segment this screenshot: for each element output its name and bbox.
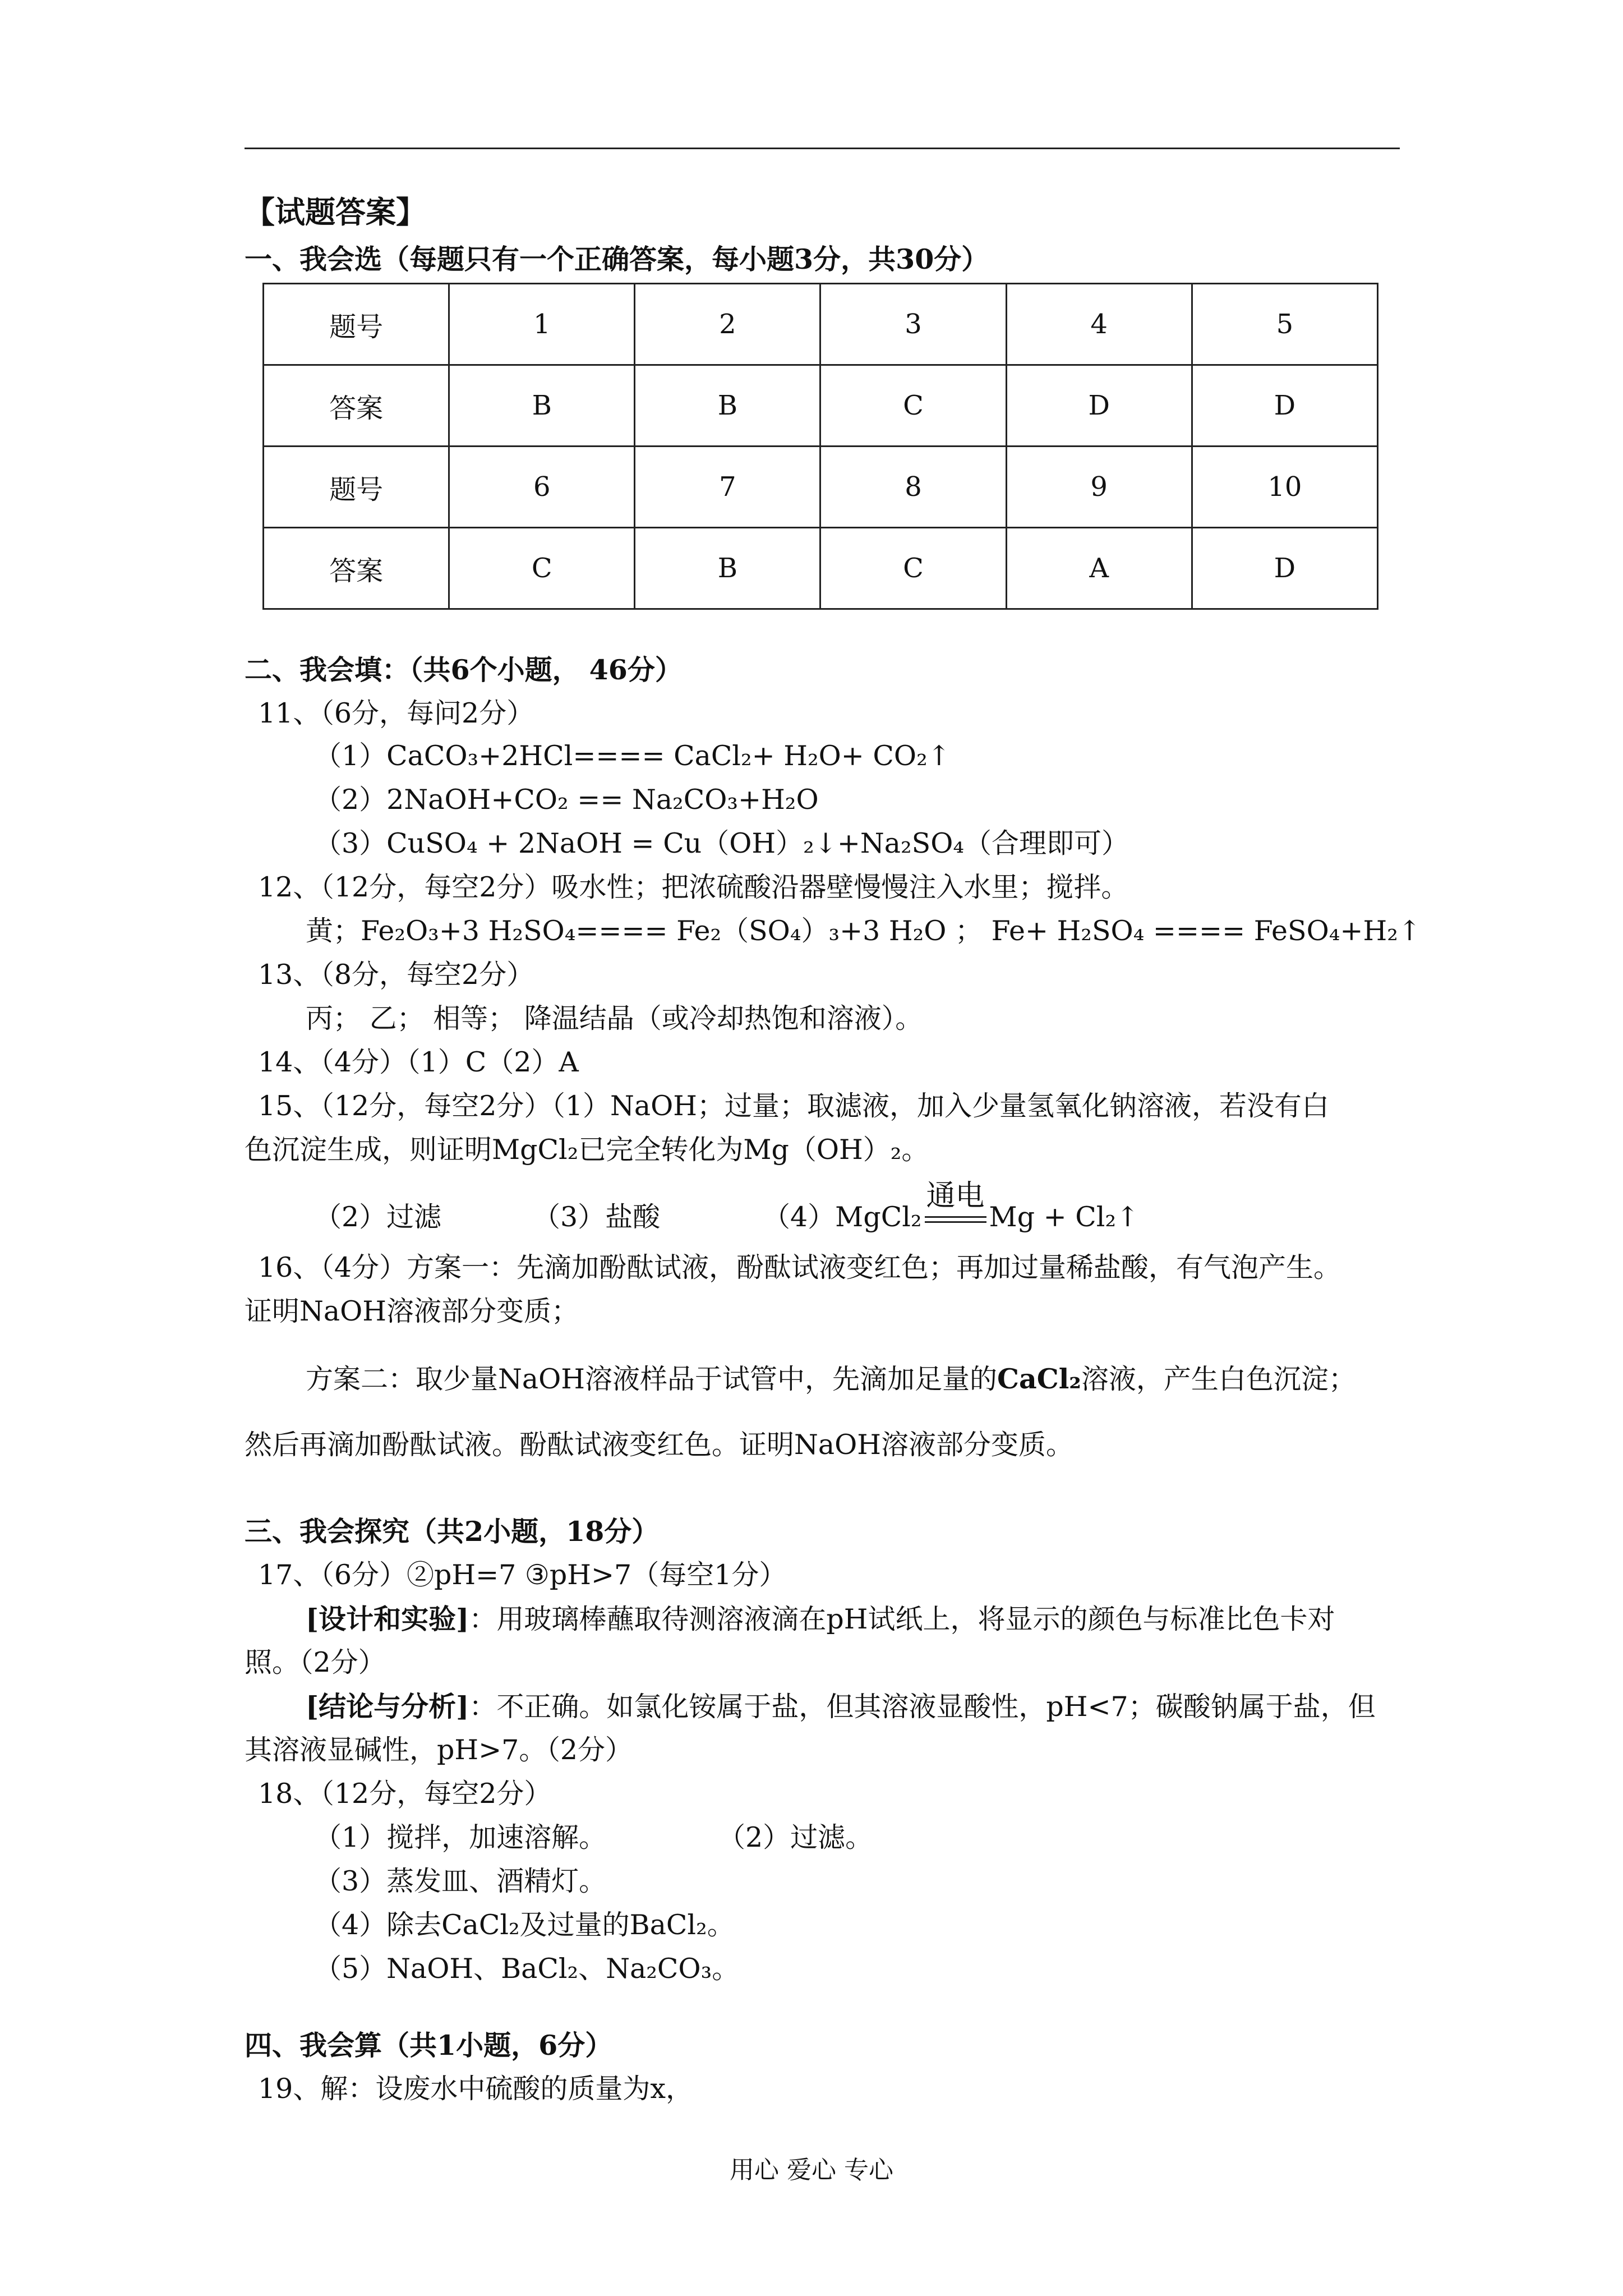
- table-cell: B: [635, 365, 820, 447]
- table-cell: B: [449, 365, 635, 447]
- q16-plan2-a: 方案二：取少量NaOH溶液样品于试管中，先滴加足量的: [306, 1363, 997, 1395]
- table-cell: 6: [449, 447, 635, 528]
- table-cell: 7: [635, 447, 820, 528]
- section4-heading: 四、我会算（共1小题，6分）: [245, 2029, 613, 2062]
- table-row: [264, 284, 1378, 365]
- answer-table: [262, 283, 1378, 610]
- table-cell: C: [449, 528, 635, 609]
- answer-title: 【试题答案】: [245, 194, 426, 230]
- table-row-header: 题号: [264, 284, 449, 365]
- q11-line1: （1）CaCO₃+2HCl==== CaCl₂+ H₂O+ CO₂↑: [314, 740, 951, 772]
- q11-line2: （2）2NaOH+CO₂ == Na₂CO₃+H₂O: [314, 784, 819, 816]
- q17-line1: [306, 1602, 1335, 1636]
- q16-plan2-c: 溶液，产生白色沉淀；: [1081, 1363, 1356, 1395]
- table-cell: 4: [1006, 284, 1192, 365]
- q17-line4: 其溶液显碱性，pH>7。（2分）: [245, 1734, 633, 1766]
- q17-head: 17、（6分）②pH=7 ③pH>7（每空1分）: [258, 1559, 787, 1591]
- table-row: [264, 447, 1378, 528]
- table-cell: D: [1006, 365, 1192, 447]
- table-cell: D: [1192, 528, 1377, 609]
- q15-line1: 15、（12分，每空2分）（1）NaOH；过量；取滤液，加入少量氢氧化钠溶液，若没有白: [258, 1090, 1330, 1122]
- q13-line1: 丙； 乙； 相等； 降温结晶（或冷却热饱和溶液）。: [306, 1002, 923, 1034]
- q13-head: 13、（8分，每空2分）: [258, 959, 534, 991]
- equals-sign: [925, 1216, 986, 1223]
- q16-line4: 然后再滴加酚酞试液。酚酞试液变红色。证明NaOH溶液部分变质。: [245, 1429, 1073, 1461]
- q12-head: 12、（12分，每空2分）吸水性；把浓硫酸沿器壁慢慢注入水里；搅拌。: [258, 871, 1129, 903]
- q17-design-label: [设计和实验]: [306, 1603, 469, 1635]
- q15-ans4: [763, 1179, 1140, 1234]
- q18-ans1: （1）搅拌，加速溶解。: [314, 1821, 607, 1853]
- q11-head: 11、（6分，每问2分）: [258, 697, 534, 729]
- q15-ans3: （3）盐酸: [533, 1201, 661, 1233]
- q18-ans5: （5）NaOH、BaCl₂、Na₂CO₃。: [314, 1953, 740, 1985]
- q15-products: Mg + Cl₂↑: [989, 1201, 1140, 1233]
- table-row-header: 答案: [264, 365, 449, 447]
- q15-line2: 色沉淀生成，则证明MgCl₂已完全转化为Mg（OH）₂。: [245, 1134, 929, 1166]
- q17-line3: [306, 1690, 1376, 1724]
- table-cell: C: [820, 528, 1006, 609]
- q18-ans2: （2）过滤。: [718, 1821, 873, 1853]
- table-cell: 3: [820, 284, 1006, 365]
- q18-ans4: （4）除去CaCl₂及过量的BaCl₂。: [314, 1909, 735, 1941]
- section1-heading: 一、我会选（每题只有一个正确答案，每小题3分，共30分）: [245, 243, 989, 275]
- q12-line1: 黄；Fe₂O₃+3 H₂SO₄==== Fe₂（SO₄）₃+3 H₂O ； Fe+ H₂SO₄ ==== FeSO₄+H₂↑: [306, 915, 1421, 947]
- q16-line1: 16、（4分）方案一：先滴加酚酞试液，酚酞试液变红色；再加过量稀盐酸，有气泡产生。: [258, 1251, 1341, 1283]
- header-rule: [245, 148, 1400, 149]
- table-row: [264, 528, 1378, 609]
- table-cell: 2: [635, 284, 820, 365]
- q18-ans3: （3）蒸发皿、酒精灯。: [314, 1865, 607, 1897]
- table-cell: D: [1192, 365, 1377, 447]
- q17-line2: 照。（2分）: [245, 1646, 386, 1678]
- q17-conclusion-text: ：不正确。如氯化铵属于盐，但其溶液显酸性，pH<7；碳酸钠属于盐，但: [469, 1691, 1376, 1723]
- electrolysis-condition: [922, 1179, 989, 1234]
- table-row-header: 答案: [264, 528, 449, 609]
- q18-head: 18、（12分，每空2分）: [258, 1778, 552, 1810]
- table-cell: B: [635, 528, 820, 609]
- table-cell: 9: [1006, 447, 1192, 528]
- table-row: [264, 365, 1378, 447]
- q15-reactant: （4）MgCl₂: [763, 1201, 922, 1233]
- q14-line: 14、（4分）（1）C（2）A: [258, 1046, 579, 1078]
- table-row-header: 题号: [264, 447, 449, 528]
- table-cell: 5: [1192, 284, 1377, 365]
- table-cell: 8: [820, 447, 1006, 528]
- q15-ans2: （2）过滤: [314, 1201, 442, 1233]
- section2-heading: 二、我会填：（共6个小题， 46分）: [245, 654, 683, 686]
- table-cell: A: [1006, 528, 1192, 609]
- q17-design-text: ：用玻璃棒蘸取待测溶液滴在pH试纸上，将显示的颜色与标准比色卡对: [469, 1603, 1335, 1635]
- q16-line2: 证明NaOH溶液部分变质；: [245, 1295, 579, 1327]
- section3-heading: 三、我会探究（共2小题，18分）: [245, 1515, 660, 1548]
- condition-label: 通电: [926, 1179, 985, 1213]
- table-cell: C: [820, 365, 1006, 447]
- table-cell: 10: [1192, 447, 1377, 528]
- table-cell: 1: [449, 284, 635, 365]
- q11-line3: （3）CuSO₄ + 2NaOH = Cu（OH）₂↓+Na₂SO₄（合理即可）: [314, 827, 1129, 859]
- page-footer: 用心 爱心 专心: [730, 2156, 893, 2184]
- q17-conclusion-label: [结论与分析]: [306, 1690, 469, 1723]
- q16-plan2-reagent: CaCl₂: [997, 1363, 1081, 1395]
- q16-line3: [306, 1362, 1356, 1396]
- q19-head: 19、解：设废水中硫酸的质量为x，: [258, 2073, 693, 2105]
